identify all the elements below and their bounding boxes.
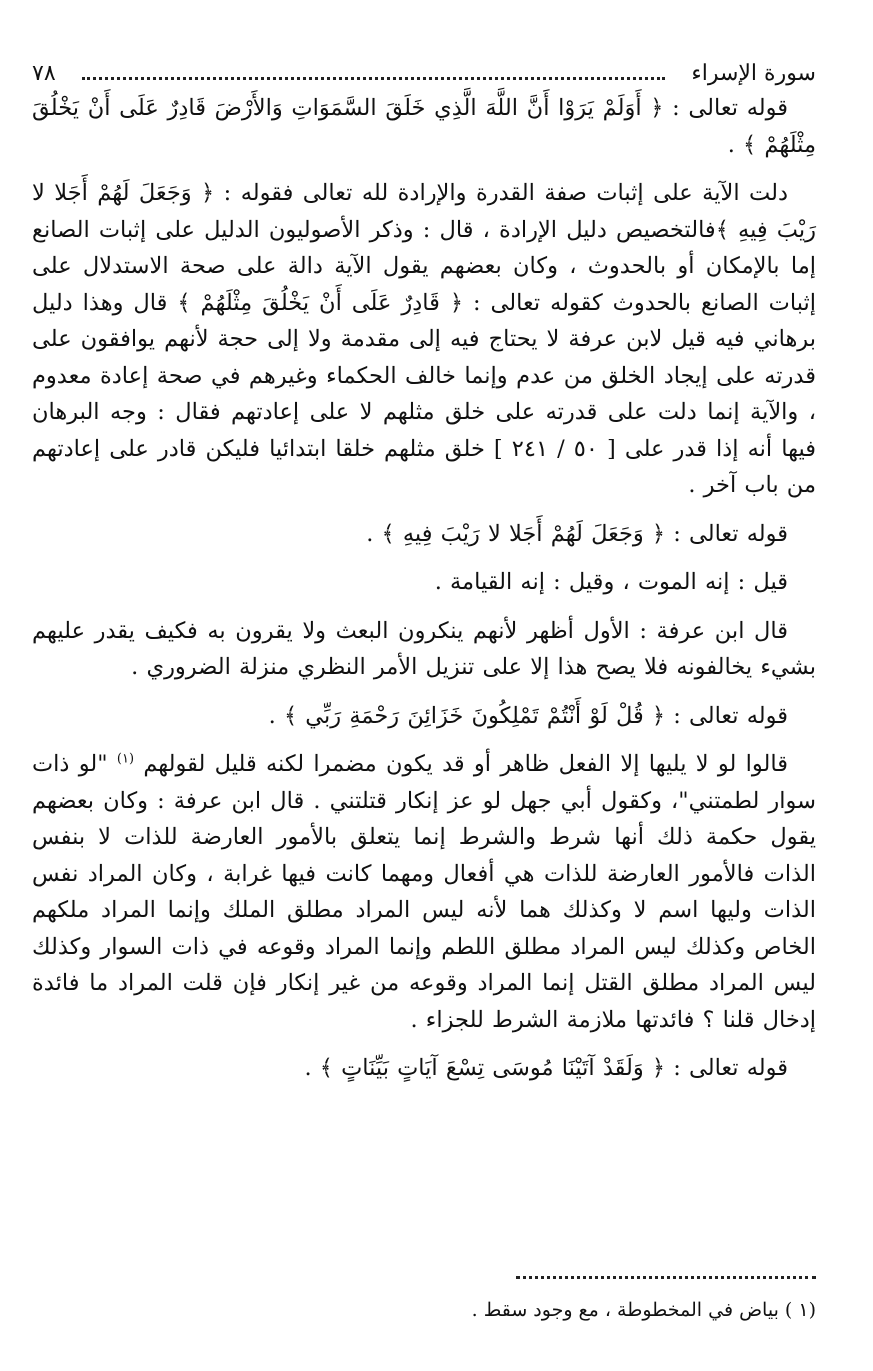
paragraph-verse-3: قوله تعالى : ﴿ قُلْ لَوْ أَنْتُمْ تَمْلِكُونَ خَزَائِنَ رَحْمَةِ رَبِّي ﴾ . bbox=[268, 702, 788, 729]
header-dotted-leader bbox=[82, 77, 666, 80]
footnote: (١ ) بياض في المخطوطة ، مع وجود سقط . bbox=[471, 1299, 816, 1321]
law-text-rest: "لو ذات سوار لطمتني"، وكقول أبي جهل لو عز إنكار قتلتني . قال ابن عرفة : وكان بعضهم يقول حكمة ذلك أنها شرط والشرط إنما يتعلق بالأمور العارضة للذات لا بنفس الذات فالأمور العارضة للذات هي أفعال ومهما كانت فيها غرابة ، وكان المراد نفس الذات وليها اسم لا وكذلك هما لأنه ليس المراد مطلق الملك وإنما المراد ملكهم الخاص وكذلك ليس المراد مطلق اللطم وإنما المراد وقوعه في ذات السوار وكذلك ليس المراد مطلق القتل إنما المراد وقوعه من غير إنكار فإن قلت المراد ما فائدة إدخال قلنا ؟ فائدتها ملازمة الشرط للجزاء . bbox=[32, 751, 816, 1033]
surah-title: سورة الإسراء bbox=[691, 61, 816, 86]
paragraph-verse-2: قوله تعالى : ﴿ وَجَعَلَ لَهُمْ أَجَلا لا رَيْبَ فِيهِ ﴾ . bbox=[366, 520, 788, 547]
running-header bbox=[32, 58, 816, 90]
law-text-start: قالوا لو لا يليها إلا الفعل ظاهر أو قد يكون مضمرا لكنه قليل لقولهم bbox=[143, 751, 788, 777]
paragraph-verse-4: قوله تعالى : ﴿ وَلَقَدْ آتَيْنَا مُوسَى تِسْعَ آيَاتٍ بَيِّنَاتٍ ﴾ . bbox=[304, 1055, 788, 1081]
paragraph-law-grammar bbox=[32, 746, 816, 1038]
paragraph-commentary-1: دلت الآية على إثبات صفة القدرة والإرادة لله تعالى فقوله : ﴿ وَجَعَلَ لَهُمْ أَجَلا لا رَيْبَ فِيهِ ﴾فالتخصيص دليل الإرادة ، قال : وذكر الأصوليون الدليل على إثبات الصانع إما بالإمكان أو بالحدوث ، وكان بعضهم يقول الآية دالة على صحة الاستدلال على إثبات الصانع بالحدوث كقوله تعالى : ﴿ قَادِرٌ عَلَى أَنْ يَخْلُقَ مِثْلَهُمْ ﴾ قال وهذا دليل برهاني فيه قيل لابن عرفة لا يحتاج فيه إلى مقدمة ولا إلى حجة لأنهم يوافقون على قدرته على إيجاد الخلق من عدم وإنما خالف الحكماء وغيرهم في صحة إعادة معدوم ، والآية إنما دلت على قدرته على خلق مثلهم لا على إعادتهم فقال : وجه البرهان فيها أنه إذا قدر على [ ٥٠ / ٢٤١ ] خلق مثلهم خلقا ابتدائيا فليكن قادر على إعادتهم من باب آخر . bbox=[32, 180, 816, 498]
page-number: ٧٨ bbox=[32, 61, 56, 86]
paragraph-ibn-arafa: قال ابن عرفة : الأول أظهر لأنهم ينكرون البعث ولا يقرون به فكيف يقدر عليهم بشيء يخالفونه فلا يصح هذا إلا على تنزيل الأمر النظري منزلة الضروري . bbox=[32, 617, 816, 680]
paragraph-opinions: قيل : إنه الموت ، وقيل : إنه القيامة . bbox=[434, 569, 788, 595]
book-page bbox=[32, 58, 816, 1348]
paragraph-verse-1: قوله تعالى : ﴿ أَوَلَمْ يَرَوْا أَنَّ اللَّهَ الَّذِي خَلَقَ السَّمَوَاتِ وَالأَرْضَ قَادِرٌ عَلَى أَنْ يَخْلُقَ مِثْلَهُمْ ﴾ . bbox=[32, 95, 816, 158]
footnote-separator bbox=[516, 1276, 816, 1279]
main-text bbox=[32, 90, 816, 1087]
footnote-reference[interactable]: (١) bbox=[116, 751, 135, 767]
